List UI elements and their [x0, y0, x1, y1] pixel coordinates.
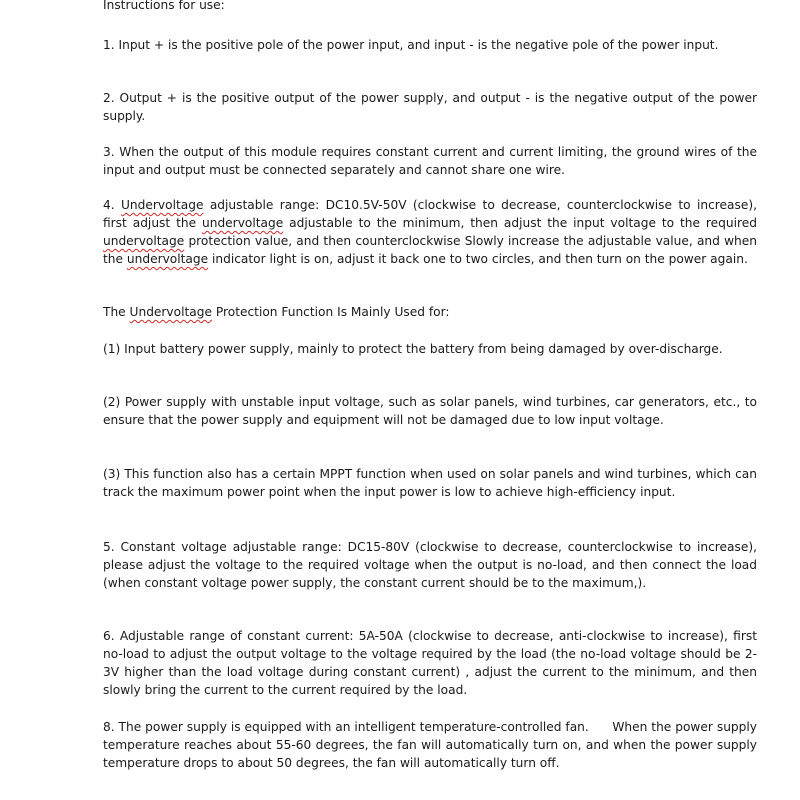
p4-text-a: 4.: [103, 198, 122, 212]
p4-text-c: adjustable to the minimum, then adjust the input voltage to the required: [283, 216, 757, 230]
protection-uses-heading: [103, 303, 757, 321]
page-title: Instructions for use:: [103, 0, 225, 12]
heading2-text-b: Protection Function Is Mainly Used for:: [211, 305, 450, 319]
p4-text-b: adjustable range: DC10.5V-50V (clockwise to decrease, counterclockwise to increase), first adjust the: [103, 198, 757, 230]
instruction-1-input-poles: 1. Input + is the positive pole of the power input, and input - is the negative pole of the power input.: [103, 38, 719, 52]
p4-text-d: protection value, and then counterclockwise Slowly increase the adjustable value, and when the: [103, 234, 757, 266]
p4-term-undervoltage: undervoltage: [103, 234, 185, 248]
heading2-term-undervoltage: Undervoltage: [129, 305, 212, 319]
instruction-4-undervoltage-range: [103, 196, 757, 268]
instruction-3-ground-wires: 3. When the output of this module requires constant current and current limiting, the ground wires of the input and output must be connected separately and cannot share one wire.: [103, 145, 757, 177]
use-1-battery: (1) Input battery power supply, mainly to protect the battery from being damaged by over-discharge.: [103, 342, 723, 356]
use-3-mppt: (3) This function also has a certain MPPT function when used on solar panels and wind turbines, which can track the maximum power point when the input power is low to achieve high-efficiency input.: [103, 467, 757, 499]
instruction-5-constant-voltage: 5. Constant voltage adjustable range: DC15-80V (clockwise to decrease, counterclockwise to increase), please adjust the voltage to the required voltage when the output is no-load, and then connect the load (when constant voltage power supply, the constant current should be to the maximum,).: [103, 540, 757, 590]
instruction-2-output-poles: 2. Output + is the positive output of the power supply, and output - is the negative output of the power supply.: [103, 91, 757, 123]
p4-term-undervoltage: Undervoltage: [121, 198, 204, 212]
instruction-6-constant-current: 6. Adjustable range of constant current: 5A-50A (clockwise to decrease, anti-clockwise to increase), first no-load to adjust the output voltage to the voltage required by the load (the no-load voltage should be 2-3V higher than the load voltage during constant current) , adjust the current to the minimum, and then slowly bring the current to the current required by the load.: [103, 629, 757, 697]
p4-term-undervoltage: undervoltage: [126, 252, 209, 266]
p4-text-e: indicator light is on, adjust it back one to two circles, and then turn on the power again.: [208, 252, 748, 266]
heading2-text-a: The: [103, 305, 130, 319]
p4-term-undervoltage: undervoltage: [202, 216, 284, 230]
instruction-8-cooling-fan: 8. The power supply is equipped with an intelligent temperature-controlled fan. When the power supply temperature reaches about 55-60 degrees, the fan will automatically turn on, and when the power supply temperature drops to about 50 degrees, the fan will automatically turn off.: [103, 720, 761, 770]
use-2-unstable-input: (2) Power supply with unstable input voltage, such as solar panels, wind turbines, car generators, etc., to ensure that the power supply and equipment will not be damaged due to low input voltage.: [103, 395, 757, 427]
